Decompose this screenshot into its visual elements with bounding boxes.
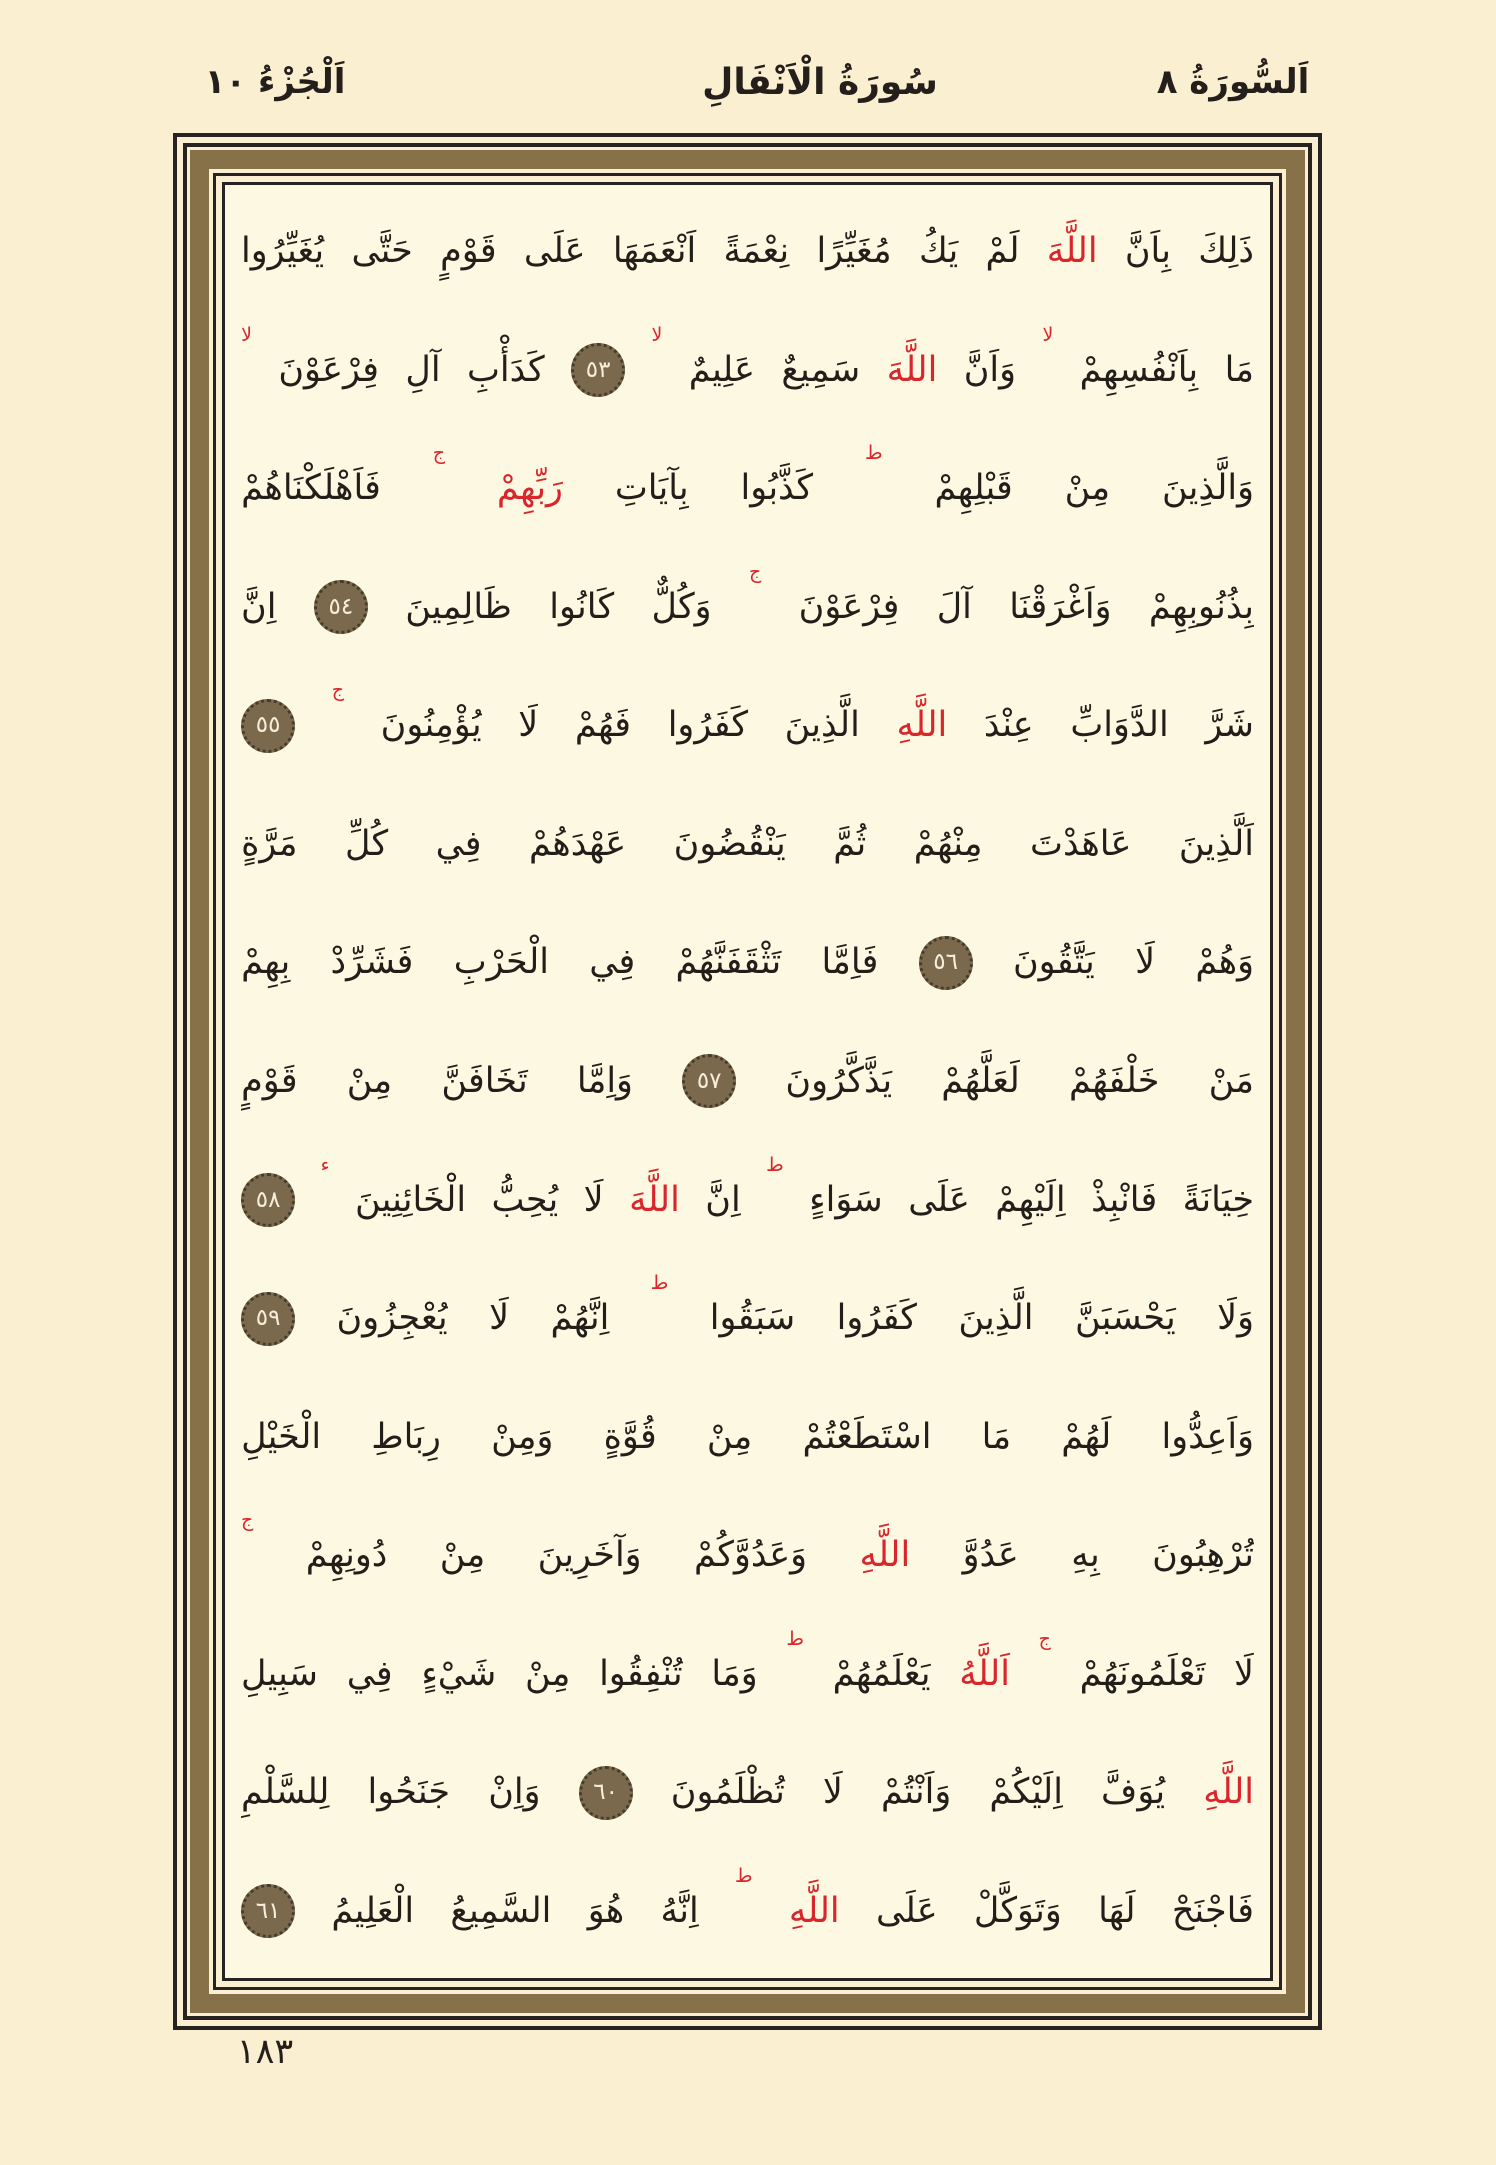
stop-mark: ج	[331, 679, 344, 702]
stop-mark: لا	[651, 323, 663, 346]
word: يُعْجِزُونَ	[336, 1298, 448, 1339]
word: تَعْلَمُونَهُمْ	[1079, 1653, 1206, 1694]
word: يَتَّقُونَ	[1012, 942, 1095, 983]
word: مِنْ	[706, 1416, 753, 1457]
quran-line-5	[241, 667, 1254, 784]
word: قَبْلِهِمْ	[934, 468, 1013, 509]
word: وَمَا	[711, 1653, 758, 1694]
word: عَدُوَّ	[962, 1535, 1019, 1576]
word: تُنْفِقُوا	[599, 1653, 683, 1694]
word: قَوْمٍ	[440, 231, 497, 271]
allah-word-red: اللَّهِ	[859, 1535, 911, 1576]
word: هُوَ	[587, 1890, 625, 1931]
surah-number-label: اَلسُّورَةُ ٨	[1156, 62, 1310, 102]
stop-mark: ط	[735, 1864, 753, 1887]
word: وَاِمَّا	[576, 1060, 633, 1101]
word: بِاَنْفُسِهِمْ	[1079, 349, 1199, 390]
word: لَعَلَّهُمْ	[941, 1060, 1020, 1101]
verse-badge: ٥٣	[571, 343, 625, 397]
word: كُلِّ	[344, 823, 389, 864]
word: عَاهَدْتَ	[1030, 823, 1132, 864]
word: اِلَيْهِمْ	[995, 1179, 1066, 1220]
stop-mark: ط	[650, 1272, 669, 1295]
word: لَا	[583, 1179, 604, 1220]
word: اِنَّ	[241, 586, 277, 627]
word: عَلَى	[523, 231, 586, 271]
word: وَمِنْ	[491, 1416, 554, 1457]
word: فَهُمْ	[574, 705, 632, 746]
word: سَمِيعٌ	[781, 349, 861, 390]
word: يُوَفَّ	[1101, 1772, 1166, 1813]
word: اِنَّ	[705, 1179, 741, 1220]
verse-badge: ٦٠	[579, 1766, 633, 1820]
word: اِنَّهُمْ	[550, 1298, 610, 1339]
allah-word-red: اللَّهَ	[1046, 231, 1098, 271]
word: يَذَّكَّرُونَ	[785, 1060, 893, 1101]
word: بِهِمْ	[241, 942, 291, 983]
word: مِنْهُمْ	[913, 823, 983, 864]
quran-line-15	[241, 1853, 1254, 1970]
word: يُؤْمِنُونَ	[380, 705, 482, 746]
word: يُحِبُّ	[491, 1179, 559, 1220]
allah-word-red: اللَّهَ	[629, 1179, 680, 1220]
word: تُرْهِبُونَ	[1152, 1535, 1254, 1576]
word: وَتَوَكَّلْ	[973, 1890, 1062, 1931]
word: لَا	[1135, 942, 1156, 983]
verse-badge: ٥٨	[241, 1173, 295, 1227]
stop-mark: لا	[1042, 323, 1054, 346]
word: فَاجْنَحْ	[1171, 1890, 1254, 1931]
word: لَمْ	[985, 231, 1020, 271]
stop-mark: ط	[865, 442, 883, 465]
allah-word-red: اللَّهِ	[896, 705, 948, 746]
word: وَاَعِدُّوا	[1161, 1416, 1254, 1457]
word: فَانْبِذْ	[1091, 1179, 1158, 1220]
word: بِهِ	[1071, 1535, 1100, 1576]
word: الَّذِينَ	[958, 1298, 1034, 1339]
word: مَنْ	[1208, 1060, 1254, 1101]
word: عِنْدَ	[983, 705, 1034, 746]
word: قُوَّةٍ	[603, 1416, 657, 1457]
word: تَثْقَفَنَّهُمْ	[675, 942, 782, 983]
word: كَفَرُوا	[667, 705, 748, 746]
word: كَفَرُوا	[836, 1298, 917, 1339]
word: لِلسَّلْمِ	[241, 1772, 330, 1813]
verse-badge: ٥٦	[919, 936, 973, 990]
word: فِي	[589, 942, 636, 983]
word: وَاَنَّ	[963, 349, 1017, 390]
allah-word-red: رَبِّهِمْ	[496, 468, 563, 509]
word: الْخَيْلِ	[241, 1416, 322, 1457]
word: جَنَحُوا	[367, 1772, 451, 1813]
word: وَعَدُوَّكُمْ	[694, 1535, 808, 1576]
word: مِنْ	[1064, 468, 1111, 509]
word: اَلَّذِينَ	[1178, 823, 1254, 864]
quran-line-3	[241, 430, 1254, 547]
frame-outer-border	[173, 133, 1322, 2030]
word: اسْتَطَعْتُمْ	[802, 1416, 932, 1457]
word: وَاَنْتُمْ	[881, 1772, 952, 1813]
word: شَيْءٍ	[421, 1653, 497, 1694]
quran-line-14	[241, 1734, 1254, 1851]
quran-line-13	[241, 1616, 1254, 1733]
verse-badge: ٥٥	[241, 699, 295, 753]
word: سَوَاءٍ	[809, 1179, 883, 1220]
word: ظَالِمِينَ	[405, 586, 512, 627]
word: وَآخَرِينَ	[537, 1535, 642, 1576]
word: مِنْ	[524, 1653, 571, 1694]
word: لَا	[518, 705, 539, 746]
word: لَا	[1234, 1653, 1254, 1694]
word: كَانُوا	[549, 586, 615, 627]
word: عَهْدَهُمْ	[529, 823, 627, 864]
word: الَّذِينَ	[784, 705, 860, 746]
word: يَكُ	[918, 231, 959, 271]
juz-label: اَلْجُزْءُ ١٠	[204, 62, 346, 102]
stop-mark: ط	[786, 1627, 804, 1650]
word: كَذَّبُوا	[740, 468, 814, 509]
word: لَا	[822, 1772, 843, 1813]
word: عَلِيمٌ	[688, 349, 756, 390]
word: سَبِيلِ	[241, 1653, 318, 1694]
word: لَهَا	[1098, 1890, 1136, 1931]
allah-word-red: اللَّهِ	[788, 1890, 840, 1931]
word: فَاَهْلَكْنَاهُمْ	[241, 468, 381, 509]
quran-line-2	[241, 312, 1254, 429]
word: مَا	[981, 1416, 1012, 1457]
stop-mark: ء	[320, 1153, 330, 1176]
quran-line-7	[241, 904, 1254, 1021]
frame-text-panel	[222, 182, 1273, 1981]
verse-badge: ٥٧	[682, 1054, 736, 1108]
word: يُغَيِّرُوا	[241, 231, 325, 271]
word: نِعْمَةً	[723, 231, 790, 271]
stop-mark: ط	[766, 1153, 784, 1176]
word: فِي	[346, 1653, 393, 1694]
allah-word-red: اللَّهِ	[1203, 1772, 1254, 1813]
word: عَلَى	[908, 1179, 970, 1220]
stop-mark: ج	[1038, 1627, 1051, 1650]
word: فِرْعَوْنَ	[278, 349, 380, 390]
stop-mark: ج	[241, 1509, 254, 1532]
stop-mark: ج	[432, 442, 445, 465]
word: سَبَقُوا	[709, 1298, 796, 1339]
quran-line-11	[241, 1379, 1254, 1496]
quran-line-4	[241, 549, 1254, 666]
word: تَخَافَنَّ	[441, 1060, 528, 1101]
quran-line-6	[241, 786, 1254, 903]
quran-line-1	[241, 193, 1254, 310]
verse-badge: ٦١	[241, 1884, 295, 1938]
word: مُغَيِّرًا	[816, 231, 892, 271]
word: ثُمَّ	[833, 823, 867, 864]
word: الْخَائِنِينَ	[354, 1179, 467, 1220]
word: فِي	[435, 823, 482, 864]
word: عَلَى	[875, 1890, 938, 1931]
word: الْحَرْبِ	[453, 942, 549, 983]
quran-text-area	[225, 185, 1270, 1978]
word: يَعْلَمُهُمْ	[832, 1653, 931, 1694]
allah-word-red: اَللَّهُ	[959, 1653, 1010, 1694]
word: اَنْعَمَهَا	[612, 231, 697, 271]
word: فِرْعَوْنَ	[798, 586, 900, 627]
page-number: ١٨٣	[236, 2032, 294, 2072]
word: لَهُمْ	[1061, 1416, 1112, 1457]
word: بِذُنُوبِهِمْ	[1148, 586, 1254, 627]
word: اِلَيْكُمْ	[989, 1772, 1063, 1813]
quran-line-8	[241, 1023, 1254, 1140]
quran-line-10	[241, 1260, 1254, 1377]
word: بِآيَاتِ	[614, 468, 689, 509]
word: وَاَغْرَقْنَا	[1009, 586, 1112, 627]
word: مِنْ	[439, 1535, 486, 1576]
word: بِاَنَّ	[1124, 231, 1171, 271]
word: تُظْلَمُونَ	[670, 1772, 785, 1813]
word: كَدَأْبِ	[466, 349, 545, 390]
word: فَاِمَّا	[821, 942, 879, 983]
word: خِيَانَةً	[1182, 1179, 1254, 1220]
word: مَا	[1224, 349, 1254, 390]
word: قَوْمٍ	[241, 1060, 298, 1101]
word: يَنْقُضُونَ	[673, 823, 786, 864]
allah-word-red: اللَّهَ	[886, 349, 938, 390]
word: رِبَاطِ	[371, 1416, 441, 1457]
stop-mark: لا	[241, 323, 252, 346]
frame-brown-band	[190, 150, 1305, 2013]
word: خَلْفَهُمْ	[1069, 1060, 1160, 1101]
word: لَا	[489, 1298, 510, 1339]
word: الدَّوَابِّ	[1070, 705, 1169, 746]
frame-inner-border	[213, 173, 1282, 1990]
word: وَكُلٌّ	[651, 586, 712, 627]
verse-badge: ٥٤	[314, 580, 368, 634]
quran-line-9	[241, 1142, 1254, 1259]
word: اِنَّهُ	[660, 1890, 699, 1931]
word: يَحْسَبَنَّ	[1074, 1298, 1176, 1339]
word: وَهُمْ	[1195, 942, 1254, 983]
word: وَلَا	[1217, 1298, 1254, 1339]
quran-line-12	[241, 1497, 1254, 1614]
word: مَرَّةٍ	[241, 823, 298, 864]
word: آلِ	[405, 349, 441, 390]
word: شَرَّ	[1205, 705, 1254, 746]
word: مِنْ	[346, 1060, 393, 1101]
word: ذَلِكَ	[1198, 231, 1254, 271]
word: وَاِنْ	[488, 1772, 541, 1813]
frame-second-border	[183, 143, 1312, 2020]
word: السَّمِيعُ	[450, 1890, 552, 1931]
verse-badge: ٥٩	[241, 1292, 295, 1346]
word: الْعَلِيمُ	[331, 1890, 415, 1931]
word: فَشَرِّدْ	[330, 942, 414, 983]
word: دُونِهِمْ	[305, 1535, 388, 1576]
surah-title: سُورَةُ الْاَنْفَالِ	[702, 61, 938, 103]
word: وَالَّذِينَ	[1161, 468, 1254, 509]
word: آلَ	[936, 586, 972, 627]
stop-mark: ج	[748, 560, 762, 583]
word: حَتَّى	[351, 231, 413, 271]
